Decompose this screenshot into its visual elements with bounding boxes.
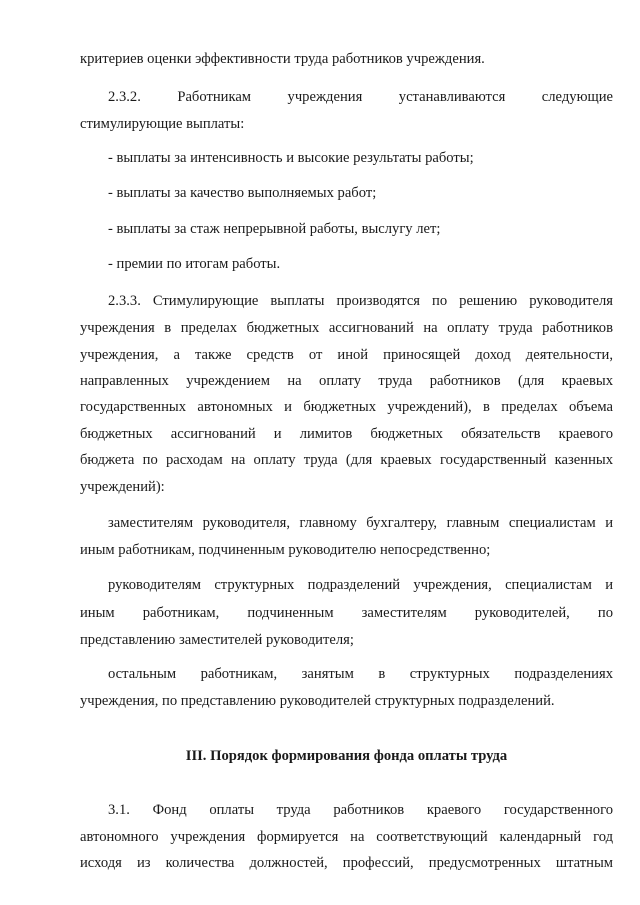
paragraph-line: иным работникам, подчиненным заместителям руководителей, по [80,605,613,621]
paragraph-line: учреждения, по представлению руководителей структурных подразделений. [80,693,555,709]
paragraph-line: представлению заместителей руководителя; [80,632,354,648]
paragraph-line: учреждения, а также средств от иной приносящей доход деятельности, [80,347,613,363]
paragraph-line: 2.3.3. Стимулирующие выплаты производятся по решению руководителя [108,293,613,309]
paragraph-line: 2.3.2. Работникам учреждения устанавливаются следующие [108,89,613,105]
paragraph-line: бюджета по расходам на оплату труда (для краевых государственный казенных [80,452,613,468]
list-item: - премии по итогам работы. [108,256,281,272]
list-item: - выплаты за качество выполняемых работ; [108,185,377,201]
paragraph-line: 3.1. Фонд оплаты труда работников краевого государственного [108,802,613,818]
paragraph-line: автономного учреждения формируется на соответствующий календарный год [80,829,613,845]
paragraph-line: учреждения в пределах бюджетных ассигнований на оплату труда работников [80,320,613,336]
list-item: - выплаты за интенсивность и высокие результаты работы; [108,150,474,166]
paragraph-line: государственных автономных и бюджетных учреждений), в пределах объема [80,399,613,415]
paragraph-line: стимулирующие выплаты: [80,116,245,132]
paragraph-line: заместителям руководителя, главному бухгалтеру, главным специалистам и [108,515,613,531]
paragraph-line: остальным работникам, занятым в структурных подразделениях [108,666,613,682]
paragraph-line: исходя из количества должностей, профессий, предусмотренных штатным [80,855,613,871]
paragraph-line: бюджетных ассигнований и лимитов бюджетных обязательств краевого [80,426,613,442]
paragraph-line: направленных учреждением на оплату труда работников (для краевых [80,373,613,389]
section-heading: III. Порядок формирования фонда оплаты труда [185,748,508,764]
paragraph-line: критериев оценки эффективности труда работников учреждения. [80,51,485,67]
list-item: - выплаты за стаж непрерывной работы, выслугу лет; [108,221,441,237]
paragraph-line: иным работникам, подчиненным руководителю непосредственно; [80,542,491,558]
paragraph-line: учреждений): [80,479,165,495]
paragraph-line: руководителям структурных подразделений учреждения, специалистам и [108,577,613,593]
